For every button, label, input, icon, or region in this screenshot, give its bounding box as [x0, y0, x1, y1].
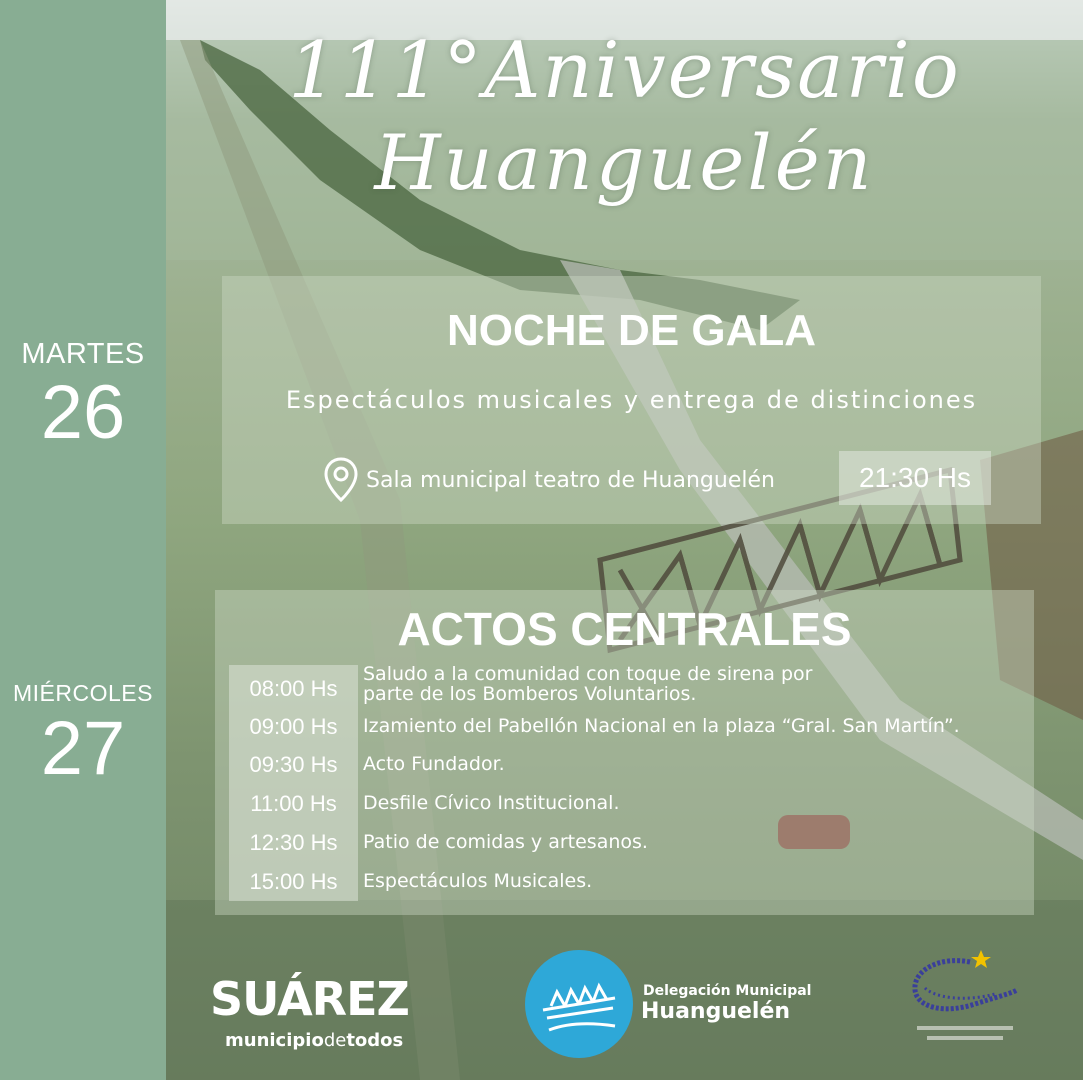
- day-martes: [0, 338, 166, 455]
- gala-heading: NOCHE DE GALA: [446, 306, 817, 355]
- date-sidebar: [0, 0, 166, 1080]
- schedule-time: 12:30 Hs: [249, 830, 338, 855]
- schedule-time: 11:00 Hs: [250, 791, 337, 816]
- suarez-tagline: [225, 1030, 403, 1051]
- schedule-text: Patio de comidas y artesanos.: [363, 831, 648, 853]
- schedule-text: Acto Fundador.: [363, 753, 505, 775]
- gala-subtitle: Espectáculos musicales y entrega de distinciones: [285, 386, 978, 414]
- delegacion-name: Huanguelén: [641, 999, 791, 1024]
- event-title-line2: Huanguelén: [374, 118, 875, 207]
- actos-heading: ACTOS CENTRALES: [397, 603, 852, 655]
- tagline-part: todos: [346, 1030, 404, 1051]
- day-number: 27: [40, 706, 126, 791]
- day-miercoles: [0, 680, 166, 791]
- schedule-text: Saludo a la comunidad con toque de sirena por: [363, 663, 813, 685]
- gala-panel: [222, 276, 1041, 524]
- schedule-text: Izamiento del Pabellón Nacional en la plaza “Gral. San Martín”.: [363, 715, 960, 737]
- schedule-text: Desfile Cívico Institucional.: [363, 792, 620, 814]
- schedule-time: 09:00 Hs: [249, 714, 338, 739]
- delegacion-label: Delegación Municipal: [643, 983, 812, 999]
- gala-time: 21:30 Hs: [839, 451, 991, 505]
- day-name: MIÉRCOLES: [13, 680, 153, 706]
- tagline-part: municipio: [225, 1030, 324, 1051]
- venue-label: Sala municipal teatro de Huanguelén: [366, 467, 775, 493]
- schedule-time: 09:30 Hs: [249, 752, 338, 777]
- tagline-part: de: [323, 1030, 347, 1051]
- day-name: MARTES: [21, 338, 145, 370]
- day-number: 26: [40, 370, 126, 455]
- schedule-time: 15:00 Hs: [249, 869, 338, 894]
- gala-venue: [322, 456, 775, 504]
- schedule-time: 08:00 Hs: [249, 676, 338, 701]
- event-title-line1: 111°Aniversario: [288, 26, 961, 116]
- location-pin-icon: [322, 456, 360, 504]
- schedule-text: Espectáculos Musicales.: [363, 870, 593, 892]
- delegacion-logo-icon: [525, 950, 635, 1060]
- schedule-text-cont: parte de los Bomberos Voluntarios.: [363, 683, 697, 705]
- suarez-logo-text: SUÁREZ: [210, 972, 409, 1026]
- centro-cultural-logo-icon: [905, 948, 1025, 1048]
- actos-panel: [215, 590, 1034, 915]
